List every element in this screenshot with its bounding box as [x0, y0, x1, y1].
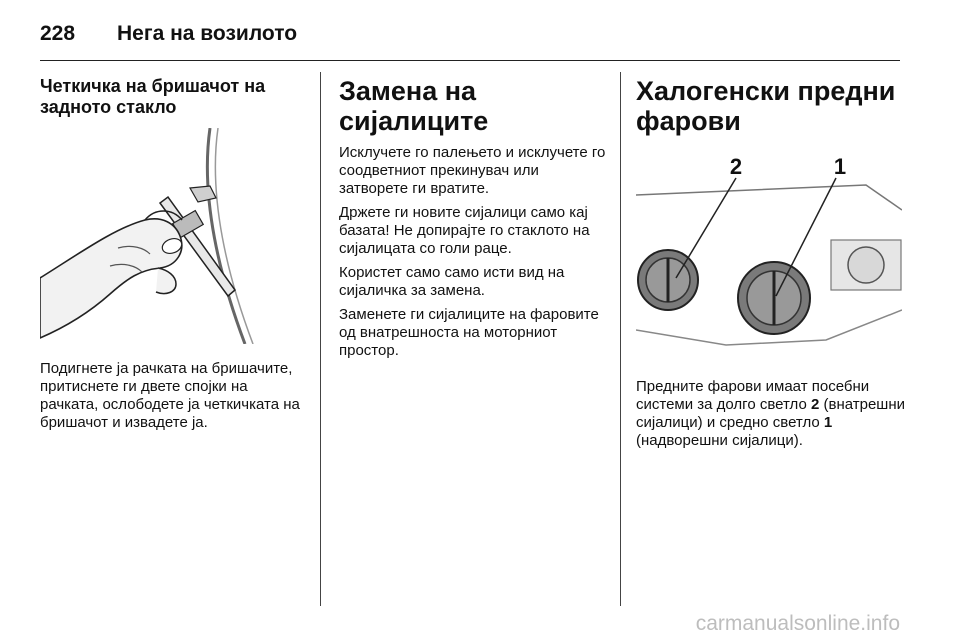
column-bulb-replacement: [339, 76, 611, 366]
halogen-headlights-heading: Халогенски предни фарови: [636, 76, 896, 136]
wiper-blade-heading: Четкичка на бришачот на задното стакло: [40, 76, 266, 117]
column-halogen-headlights: [636, 76, 906, 456]
wiper-blade-paragraph: Подигнете ја рачката на бришачите, притиснете ги двете спојки на рачката, ослободете ја четкичката на бришачот и извадете ја.: [40, 360, 300, 431]
page-title: Нега на возилото: [117, 22, 298, 45]
halogen-bold-1: 1: [823, 414, 833, 431]
callout-2: 2: [729, 154, 743, 179]
column-wiper-blade: [40, 76, 308, 438]
halogen-paragraph: [636, 378, 906, 450]
bulb-paragraph-4: Заменете ги сијалиците на фаровите од внатрешноста на моторниот простор.: [339, 306, 599, 359]
halogen-text-1: Предните фарови имаат посебни системи за долго светло: [636, 378, 870, 413]
watermark: carmanualsonline.info: [695, 612, 900, 635]
bulb-replacement-heading: Замена на сијалиците: [339, 76, 489, 136]
header-rule: [40, 60, 900, 61]
column-divider-1: [320, 72, 321, 606]
bulb-paragraph-1: Исклучете го палењето и исклучете го соодветниот прекинувач или затворете ги вратите.: [339, 144, 606, 197]
halogen-bold-2: 2: [810, 396, 820, 413]
headlight-illustration: [636, 150, 902, 360]
halogen-text-3: (надворешни сијалици).: [636, 432, 803, 449]
halogen-text-2: (внатрешни сијалици) и средно светло: [636, 396, 905, 431]
callout-1: 1: [833, 154, 847, 179]
bulb-paragraph-2: Држете ги новите сијалици само кај базата! Не допирајте го стаклото на сијалицата со голи раце.: [339, 204, 590, 257]
page-number: 228: [40, 22, 76, 45]
wiper-blade-illustration: [40, 128, 304, 344]
column-divider-2: [620, 72, 621, 606]
bulb-paragraph-3: Користет само само исти вид на сијаличка за замена.: [339, 264, 565, 299]
